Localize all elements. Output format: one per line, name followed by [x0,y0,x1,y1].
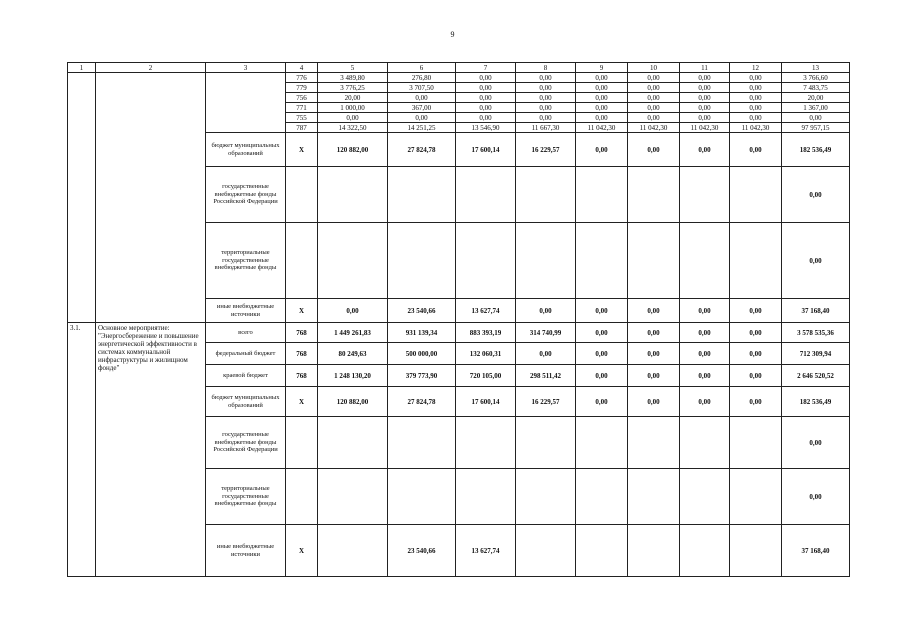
value-cell: 16 229,57 [516,387,576,417]
value-cell [576,469,628,525]
value-cell [576,223,628,299]
value-cell [388,167,456,223]
value-cell: 14 251,25 [388,123,456,133]
value-cell: 1 367,00 [782,103,850,113]
source-label: государственные внебюджетные фонды Российской Федерации [206,417,286,469]
value-cell: 0,00 [576,365,628,387]
value-cell: 0,00 [730,83,782,93]
code-cell: 787 [286,123,318,133]
column-header: 8 [516,63,576,73]
code-cell: X [286,387,318,417]
value-cell [576,417,628,469]
value-cell: 0,00 [680,93,730,103]
value-cell: 500 000,00 [388,343,456,365]
value-cell: 0,00 [730,323,782,343]
value-cell: 0,00 [730,343,782,365]
value-cell: 0,00 [782,113,850,123]
value-cell: 20,00 [318,93,388,103]
value-cell: 0,00 [516,343,576,365]
value-cell: 0,00 [730,93,782,103]
value-cell: 23 540,66 [388,525,456,577]
value-cell: 11 042,30 [576,123,628,133]
value-cell: 0,00 [388,93,456,103]
value-cell: 0,00 [516,299,576,323]
value-cell: 80 249,63 [318,343,388,365]
value-cell: 1 248 130,20 [318,365,388,387]
value-cell: 0,00 [628,113,680,123]
column-header: 11 [680,63,730,73]
value-cell [680,167,730,223]
value-cell: 2 646 520,52 [782,365,850,387]
value-cell [680,525,730,577]
value-cell [680,223,730,299]
item-number: 3.1. [68,323,96,577]
value-cell: 3 578 535,36 [782,323,850,343]
value-cell: 0,00 [456,103,516,113]
value-cell: 7 483,75 [782,83,850,93]
value-cell: 276,80 [388,73,456,83]
value-cell [730,223,782,299]
header-row [68,63,850,73]
value-cell: 0,00 [628,83,680,93]
table-row [68,323,850,343]
source-label: территориальные государственные внебюджетные фонды [206,469,286,525]
code-cell: 755 [286,113,318,123]
value-cell: 120 882,00 [318,133,388,167]
value-cell: 0,00 [730,365,782,387]
value-cell [628,167,680,223]
value-cell: 0,00 [576,93,628,103]
value-cell [388,469,456,525]
column-header: 5 [318,63,388,73]
value-cell: 0,00 [782,417,850,469]
value-cell: 367,00 [388,103,456,113]
value-cell: 0,00 [628,387,680,417]
value-cell: 712 309,94 [782,343,850,365]
code-cell: 768 [286,343,318,365]
code-cell [286,223,318,299]
value-cell [318,417,388,469]
value-cell: 0,00 [782,469,850,525]
value-cell: 0,00 [576,299,628,323]
value-cell: 0,00 [456,73,516,83]
code-cell: 756 [286,93,318,103]
code-cell: 776 [286,73,318,83]
code-cell: 768 [286,323,318,343]
column-header: 6 [388,63,456,73]
value-cell [516,469,576,525]
value-cell: 0,00 [680,365,730,387]
source-label: государственные внебюджетные фонды Российской Федерации [206,167,286,223]
value-cell: 0,00 [680,323,730,343]
value-cell: 3 489,80 [318,73,388,83]
value-cell: 298 511,42 [516,365,576,387]
value-cell: 0,00 [680,133,730,167]
value-cell: 0,00 [318,113,388,123]
value-cell: 97 957,15 [782,123,850,133]
value-cell: 132 060,31 [456,343,516,365]
value-cell: 0,00 [628,343,680,365]
value-cell: 0,00 [576,133,628,167]
source-cell [206,73,286,133]
column-header: 7 [456,63,516,73]
code-cell: 779 [286,83,318,93]
value-cell [730,167,782,223]
value-cell: 931 139,34 [388,323,456,343]
budget-table [67,62,850,577]
value-cell [516,525,576,577]
code-cell [286,417,318,469]
value-cell [576,167,628,223]
code-cell: X [286,133,318,167]
value-cell: 0,00 [576,387,628,417]
code-cell: X [286,525,318,577]
value-cell: 0,00 [730,387,782,417]
value-cell: 0,00 [628,133,680,167]
value-cell: 883 393,19 [456,323,516,343]
value-cell: 37 168,40 [782,299,850,323]
column-header: 2 [96,63,206,73]
value-cell: 0,00 [628,103,680,113]
value-cell: 0,00 [730,103,782,113]
value-cell [628,469,680,525]
value-cell [318,469,388,525]
source-label: федеральный бюджет [206,343,286,365]
value-cell: 0,00 [730,299,782,323]
value-cell: 0,00 [628,323,680,343]
code-cell: X [286,299,318,323]
value-cell [576,525,628,577]
value-cell [388,417,456,469]
value-cell [456,167,516,223]
value-cell: 0,00 [516,103,576,113]
value-cell [456,223,516,299]
value-cell [730,525,782,577]
value-cell: 182 536,49 [782,133,850,167]
value-cell: 23 540,66 [388,299,456,323]
value-cell: 0,00 [730,73,782,83]
value-cell: 720 105,00 [456,365,516,387]
item-description: Основное мероприятие: "Энергосбережение и повышение энергетической эффективности в системах коммунальной инфраструктуры и жилищном фонде" [96,323,206,577]
value-cell: 0,00 [576,113,628,123]
value-cell: 13 546,90 [456,123,516,133]
source-label: иные внебюджетные источники [206,525,286,577]
code-cell: 768 [286,365,318,387]
value-cell: 0,00 [576,103,628,113]
description-cell [96,73,206,323]
value-cell: 17 600,14 [456,387,516,417]
value-cell: 16 229,57 [516,133,576,167]
column-header: 1 [68,63,96,73]
value-cell: 0,00 [456,83,516,93]
value-cell [318,525,388,577]
value-cell: 37 168,40 [782,525,850,577]
column-header: 3 [206,63,286,73]
value-cell: 11 042,30 [730,123,782,133]
value-cell: 11 042,30 [628,123,680,133]
code-cell: 771 [286,103,318,113]
value-cell: 0,00 [680,73,730,83]
value-cell: 0,00 [680,299,730,323]
value-cell: 20,00 [782,93,850,103]
value-cell: 0,00 [516,113,576,123]
value-cell [628,223,680,299]
value-cell: 1 000,00 [318,103,388,113]
value-cell [730,417,782,469]
value-cell [628,525,680,577]
value-cell: 0,00 [680,113,730,123]
source-label: бюджет муниципальных образований [206,133,286,167]
value-cell: 0,00 [318,299,388,323]
source-label: территориальные государственные внебюджетные фонды [206,223,286,299]
column-header: 4 [286,63,318,73]
value-cell [730,469,782,525]
value-cell: 17 600,14 [456,133,516,167]
source-label: иные внебюджетные источники [206,299,286,323]
value-cell: 0,00 [628,93,680,103]
source-label: всего [206,323,286,343]
value-cell [516,167,576,223]
value-cell: 0,00 [680,103,730,113]
column-header: 12 [730,63,782,73]
value-cell [680,417,730,469]
value-cell [456,469,516,525]
value-cell: 0,00 [730,133,782,167]
value-cell [456,417,516,469]
value-cell: 0,00 [516,73,576,83]
code-cell [286,469,318,525]
value-cell: 0,00 [680,83,730,93]
value-cell: 0,00 [576,83,628,93]
value-cell: 11 042,30 [680,123,730,133]
value-cell: 0,00 [782,223,850,299]
value-cell: 1 449 261,83 [318,323,388,343]
value-cell: 3 776,25 [318,83,388,93]
value-cell: 0,00 [576,343,628,365]
value-cell: 0,00 [628,365,680,387]
source-label: бюджет муниципальных образований [206,387,286,417]
table-row [68,73,850,83]
value-cell: 0,00 [456,113,516,123]
page-number: 9 [450,30,455,39]
value-cell [388,223,456,299]
value-cell [516,417,576,469]
value-cell [516,223,576,299]
column-header: 9 [576,63,628,73]
value-cell: 0,00 [680,387,730,417]
value-cell: 27 824,78 [388,133,456,167]
value-cell: 120 882,00 [318,387,388,417]
value-cell [628,417,680,469]
value-cell: 11 667,30 [516,123,576,133]
value-cell: 13 627,74 [456,299,516,323]
source-label: краевой бюджет [206,365,286,387]
value-cell: 0,00 [456,93,516,103]
value-cell: 314 740,99 [516,323,576,343]
value-cell [318,223,388,299]
value-cell [680,469,730,525]
value-cell: 0,00 [730,113,782,123]
value-cell: 0,00 [576,323,628,343]
value-cell: 0,00 [628,299,680,323]
value-cell: 0,00 [516,93,576,103]
value-cell: 379 773,90 [388,365,456,387]
value-cell: 13 627,74 [456,525,516,577]
value-cell [318,167,388,223]
code-cell [286,167,318,223]
value-cell: 0,00 [628,73,680,83]
value-cell: 3 766,60 [782,73,850,83]
value-cell: 3 707,50 [388,83,456,93]
value-cell: 0,00 [388,113,456,123]
value-cell: 14 322,50 [318,123,388,133]
value-cell: 0,00 [576,73,628,83]
value-cell: 0,00 [516,83,576,93]
value-cell: 182 536,49 [782,387,850,417]
value-cell: 0,00 [680,343,730,365]
value-cell: 27 824,78 [388,387,456,417]
column-header: 13 [782,63,850,73]
value-cell: 0,00 [782,167,850,223]
number-cell [68,73,96,323]
column-header: 10 [628,63,680,73]
